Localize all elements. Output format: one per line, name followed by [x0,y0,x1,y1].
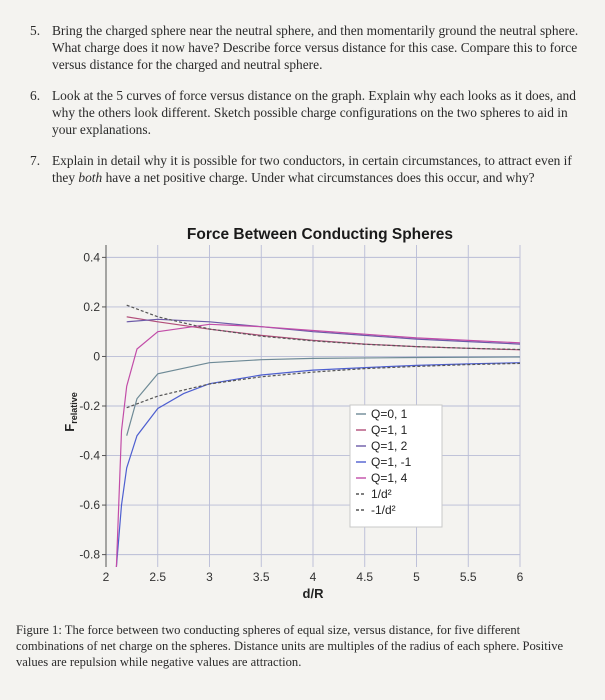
legend-label: Q=0, 1 [371,407,408,421]
y-axis-label: $F_{relative}$ [62,392,79,432]
figure-1 [30,215,590,610]
y-tick-label: 0.4 [83,250,100,265]
legend-label: -1/d² [371,503,396,517]
y-tick-label: 0 [93,349,100,364]
chart-legend [350,405,442,527]
legend-label: Q=1, -1 [371,455,412,469]
question-text: Explain in detail why it is possible for two conductors, in certain circumstances, to attract even if they both have a net positive charge. Under what circumstances does this occur, and why? [52,153,572,185]
legend-label: Q=1, 4 [371,471,408,485]
chart-axes [102,245,106,567]
series-line [127,317,520,350]
chart-curves [116,305,520,567]
y-tick-labels [79,250,100,561]
x-tick-label: 2 [102,570,110,584]
series-line [116,363,520,567]
question-text: Look at the 5 curves of force versus distance on the graph. Explain why each looks as it does, and why the others look different. Sketch possible charge configurations on the two spheres to aid in your explanations. [52,88,576,137]
chart-grid [106,245,520,567]
x-tick-label: 3 [206,570,213,584]
x-axis-label: d/R [302,586,324,601]
series-line [127,357,520,436]
x-tick-label: 5 [413,570,420,584]
x-tick-label: 3.5 [252,570,270,584]
legend-label: 1/d² [371,487,392,501]
y-tick-label: -0.6 [79,498,100,513]
question-text: Bring the charged sphere near the neutral sphere, and then momentarily ground the neutral sphere. What charge does it now have? Describe force versus distance for this case. Compare this to force versus distance for the charged and neutral sphere. [52,23,579,72]
x-tick-labels [103,570,524,584]
y-tick-label: -0.4 [79,448,100,463]
figure-caption: Figure 1: The force between two conducting spheres of equal size, versus distance, for five different combinations of net charge on the spheres. Distance units are multiples of the radius of each sphere. Positive values are repulsion while negative values are attraction. [16,623,564,669]
question-5 [30,22,585,73]
y-tick-label: -0.2 [79,399,100,413]
x-tick-label: 2.5 [149,570,167,584]
x-tick-label: 6 [516,570,524,584]
series-line [116,324,520,567]
question-number: 5. [30,23,41,38]
x-tick-label: 4 [309,570,317,584]
question-6 [30,87,585,138]
legend-label: Q=1, 2 [371,439,408,453]
force-chart [30,215,590,610]
chart-title: Force Between Conducting Spheres [186,226,454,243]
question-number: 7. [30,153,41,168]
question-number: 6. [30,88,41,103]
x-tick-label: 5.5 [459,570,477,584]
x-tick-label: 4.5 [356,570,374,584]
emphasis-both: both [78,170,103,185]
legend-label: Q=1, 1 [371,423,408,437]
y-tick-label: -0.8 [79,547,100,562]
question-7 [30,152,585,186]
y-tick-label: 0.2 [83,299,100,314]
question-list [30,22,585,200]
